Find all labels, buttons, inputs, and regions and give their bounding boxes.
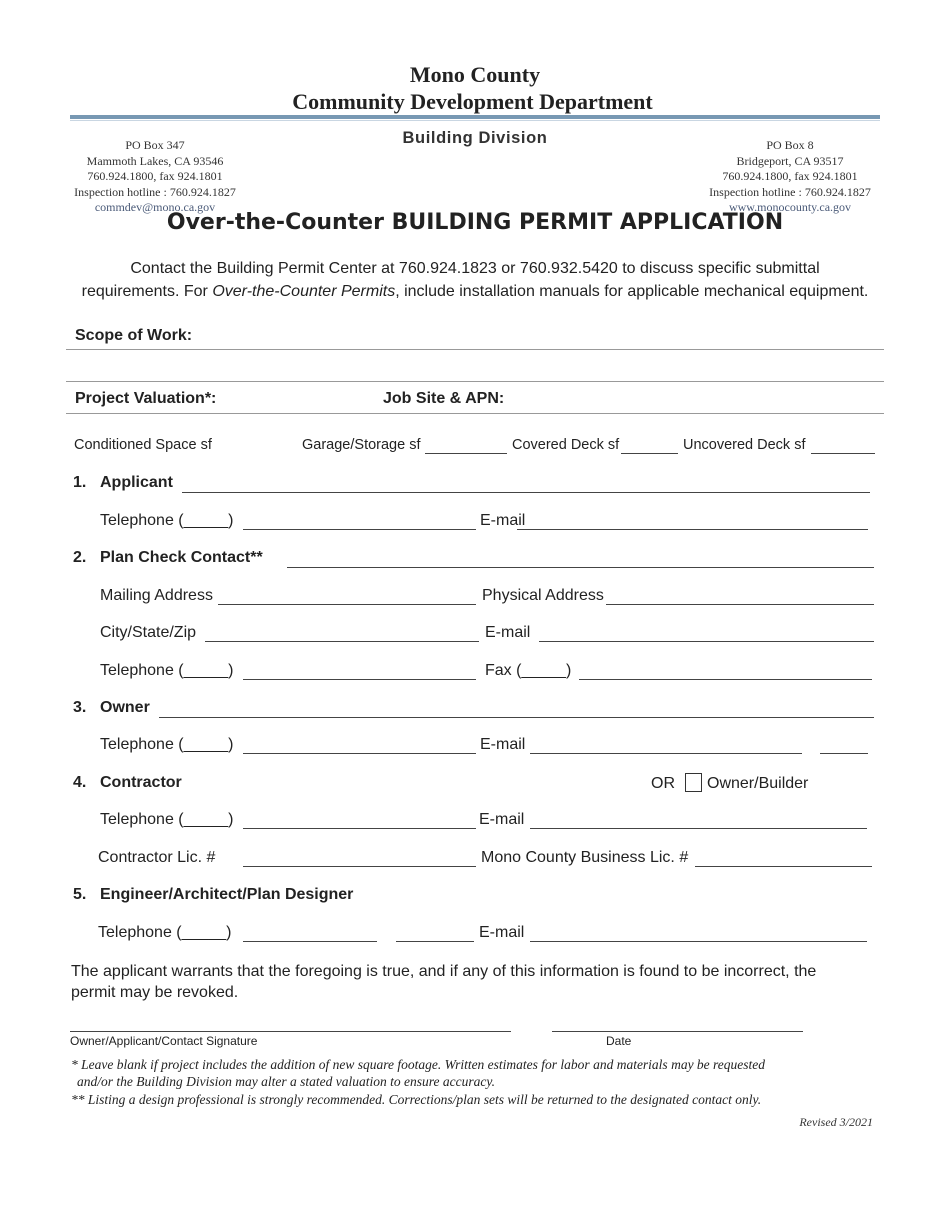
email-label: E-mail (479, 924, 525, 941)
right-office-address (695, 138, 885, 216)
valuation-top-rule (66, 381, 884, 382)
right-office-line: Bridgeport, CA 93517 (736, 153, 844, 168)
left-office-line: Inspection hotline : 760.924.1827 (74, 184, 236, 199)
date-label: Date (606, 1034, 632, 1048)
left-office-email[interactable]: commdev@mono.ca.gov (94, 200, 216, 214)
intro-paragraph (0, 257, 950, 303)
header-banner (70, 115, 880, 119)
plan-check-email-field[interactable] (539, 641, 874, 642)
contractor-license-field[interactable] (243, 866, 476, 867)
applicant-email-field[interactable] (517, 529, 868, 530)
engineer-architect-label: Engineer/Architect/Plan Designer (100, 886, 354, 903)
uncovered-deck-label: Uncovered Deck sf (683, 437, 806, 453)
department-name: Community Development Department (292, 89, 653, 114)
footnote-line: and/or the Building Division may alter a stated valuation to ensure accuracy. (77, 1074, 495, 1089)
left-office-line: Mammoth Lakes, CA 93546 (86, 153, 224, 168)
division-name: Building Division (402, 129, 548, 147)
warrant-line-1: The applicant warrants that the foregoing is true, and if any of this information is found to be incorrect, the (71, 963, 817, 980)
business-license-field[interactable] (695, 866, 872, 867)
plan-check-fax-field[interactable] (579, 679, 872, 680)
revision-date: Revised 3/2021 (799, 1115, 873, 1129)
right-office-website[interactable]: www.monocounty.ca.gov (728, 200, 852, 214)
owner-email-field-end[interactable] (820, 753, 868, 754)
or-label: OR (651, 775, 675, 792)
email-label: E-mail (485, 624, 531, 641)
section-number: 2. (73, 549, 87, 566)
uncovered-deck-field[interactable] (811, 453, 875, 454)
plan-check-contact-field[interactable] (287, 567, 874, 568)
email-label: E-mail (480, 512, 526, 529)
plan-check-telephone-field[interactable] (243, 679, 476, 680)
owner-builder-checkbox[interactable] (685, 773, 702, 792)
scope-of-work-label: Scope of Work: (75, 327, 193, 344)
owner-telephone-field[interactable] (243, 753, 476, 754)
job-site-apn-label: Job Site & APN: (383, 390, 505, 407)
section-number: 4. (73, 774, 87, 791)
telephone-label: Telephone (_____) (100, 736, 234, 753)
business-license-label: Mono County Business Lic. # (481, 849, 689, 866)
signature-field[interactable] (70, 1031, 511, 1032)
section-number: 3. (73, 699, 87, 716)
engineer-email-field[interactable] (530, 941, 867, 942)
applicant-telephone-field[interactable] (243, 529, 476, 530)
right-office-line: 760.924.1800, fax 924.1801 (722, 169, 858, 183)
telephone-label: Telephone (_____) (100, 512, 234, 529)
email-label: E-mail (479, 811, 525, 828)
form-title (0, 210, 950, 235)
valuation-bottom-rule (66, 413, 884, 414)
city-state-zip-field[interactable] (205, 641, 479, 642)
plan-check-contact-label: Plan Check Contact** (100, 549, 263, 566)
warrant-line-2: permit may be revoked. (71, 984, 239, 1001)
owner-email-field[interactable] (530, 753, 802, 754)
engineer-telephone-field-end[interactable] (396, 941, 474, 942)
contractor-label: Contractor (100, 774, 182, 791)
signature-label: Owner/Applicant/Contact Signature (70, 1034, 258, 1048)
form-title-prefix: Over-the-Counter (166, 210, 392, 235)
warrant-statement (71, 961, 816, 1003)
intro-line-1: Contact the Building Permit Center at 760.924.1823 or 760.932.5420 to discuss specific submittal (130, 260, 820, 277)
form-title-main: BUILDING PERMIT APPLICATION (391, 210, 784, 235)
section-number: 5. (73, 886, 87, 903)
physical-address-label: Physical Address (482, 587, 604, 604)
footnote-line: * Leave blank if project includes the addition of new square footage. Written estimates for labor and materials may be requested (71, 1057, 766, 1072)
owner-builder-label: Owner/Builder (707, 775, 809, 792)
applicant-field[interactable] (182, 492, 870, 493)
contractor-license-label: Contractor Lic. # (98, 849, 216, 866)
engineer-telephone-field[interactable] (243, 941, 377, 942)
covered-deck-field[interactable] (621, 453, 678, 454)
footnote-valuation (71, 1056, 765, 1090)
right-office-line: PO Box 8 (766, 138, 814, 152)
conditioned-space-label: Conditioned Space sf (74, 437, 212, 453)
telephone-label: Telephone (_____) (100, 662, 234, 679)
owner-label: Owner (100, 699, 150, 716)
left-office-address (60, 138, 250, 216)
intro-text: , include installation manuals for applicable mechanical equipment. (395, 283, 869, 300)
city-state-zip-label: City/State/Zip (100, 624, 197, 641)
applicant-label: Applicant (100, 474, 173, 491)
date-field[interactable] (552, 1031, 803, 1032)
project-valuation-label: Project Valuation*: (75, 390, 217, 407)
garage-storage-field[interactable] (425, 453, 507, 454)
header-banner-shadow (70, 120, 880, 121)
fax-label: Fax (_____) (485, 662, 572, 679)
right-office-line: Inspection hotline : 760.924.1827 (709, 184, 871, 199)
intro-text: requirements. For (81, 283, 213, 300)
owner-field[interactable] (159, 717, 874, 718)
section-number: 1. (73, 474, 87, 491)
left-office-line: PO Box 347 (125, 138, 185, 152)
contractor-email-field[interactable] (530, 828, 867, 829)
county-name: Mono County (409, 62, 541, 87)
left-office-line: 760.924.1800, fax 924.1801 (87, 169, 223, 183)
intro-emphasis: Over-the-Counter Permits (212, 283, 396, 300)
scope-of-work-line[interactable] (66, 349, 884, 350)
intro-line-2 (0, 280, 950, 303)
footnote-design-professional: ** Listing a design professional is strongly recommended. Corrections/plan sets will be returned to the designated contact only. (71, 1092, 762, 1107)
telephone-label: Telephone (_____) (100, 811, 234, 828)
telephone-label: Telephone (_____) (98, 924, 232, 941)
mailing-address-field[interactable] (218, 604, 476, 605)
covered-deck-label: Covered Deck sf (512, 437, 620, 453)
mailing-address-label: Mailing Address (100, 587, 213, 604)
email-label: E-mail (480, 736, 526, 753)
contractor-telephone-field[interactable] (243, 828, 476, 829)
garage-storage-label: Garage/Storage sf (302, 437, 421, 453)
physical-address-field[interactable] (606, 604, 874, 605)
